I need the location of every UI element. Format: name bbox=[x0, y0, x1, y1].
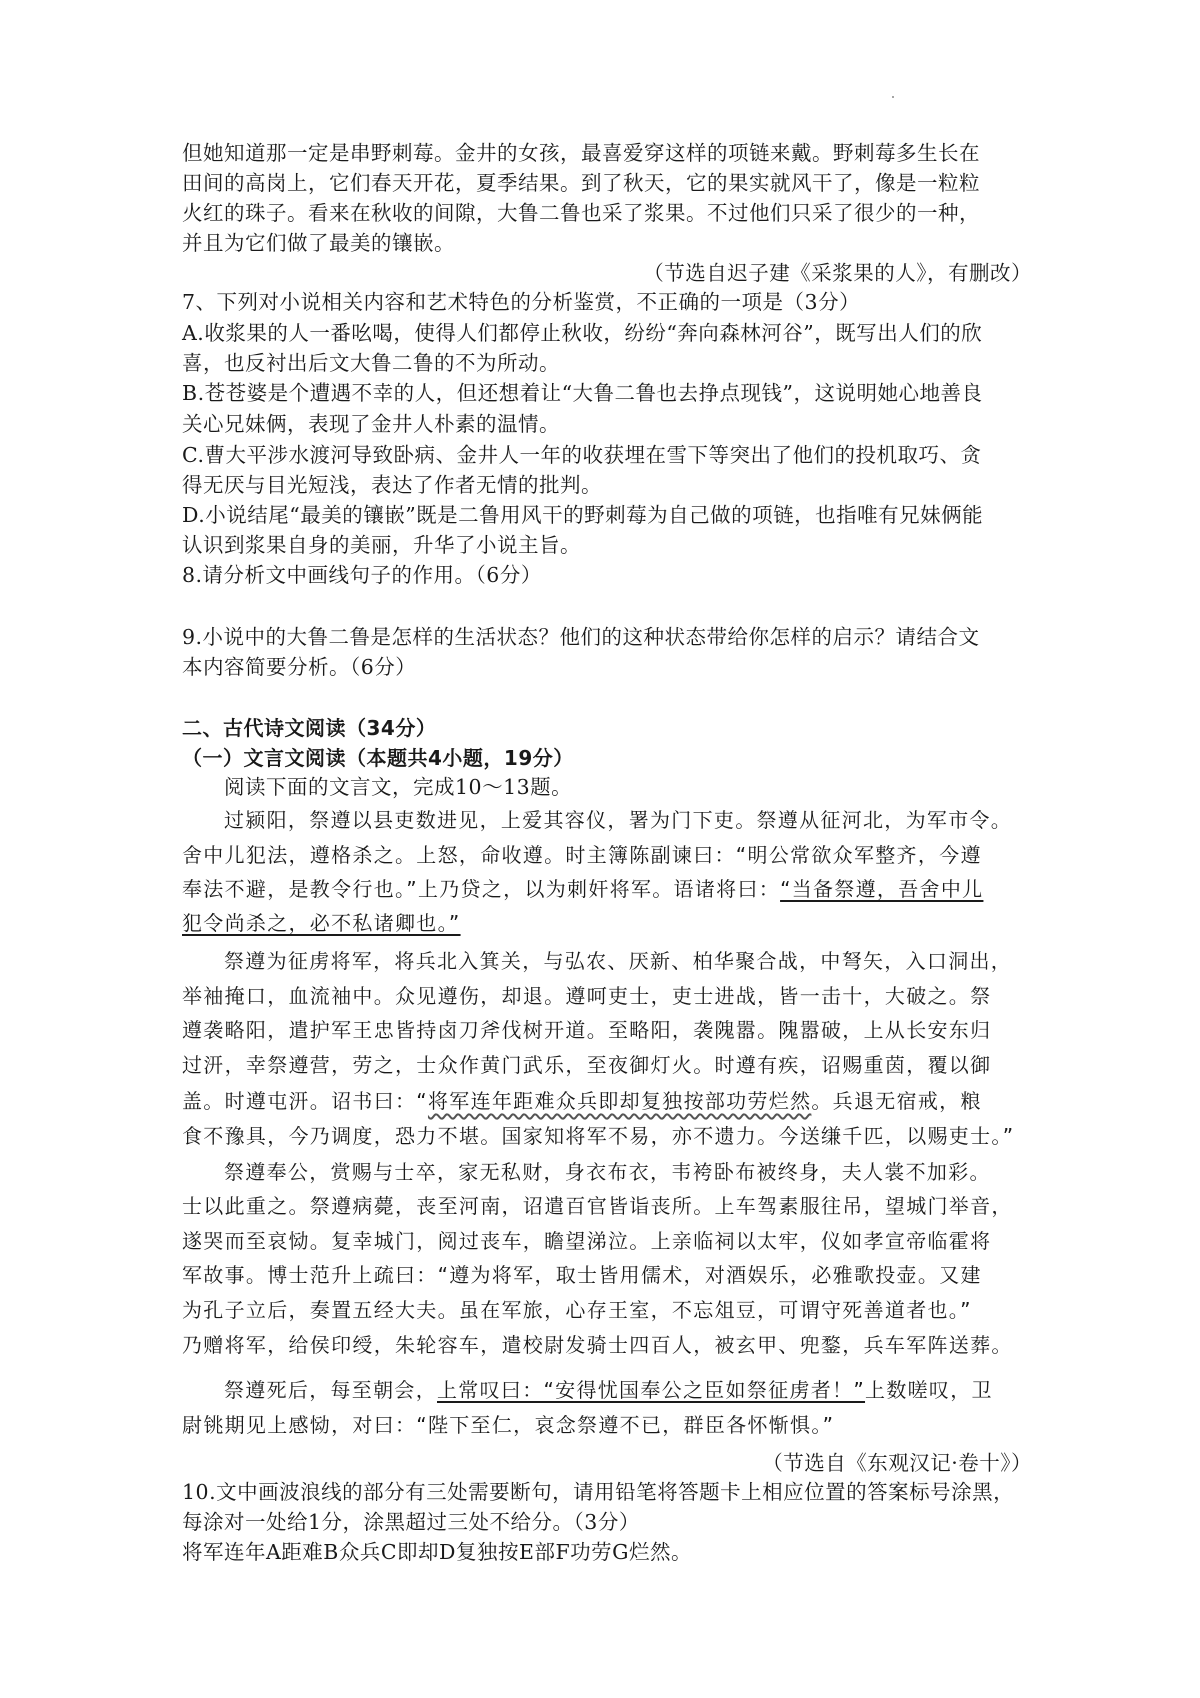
classical-source: （节选自《东观汉记·卷十》） bbox=[762, 1451, 1032, 1475]
section-title: 二、古代诗文阅读（34分） bbox=[182, 716, 437, 740]
q7-option-a-cont: 喜，也反衬出后文大鲁二鲁的不为所动。 bbox=[182, 351, 560, 375]
story-line: 但她知道那一定是串野刺莓。金井的女孩，最喜爱穿这样的项链来戴。野刺莓多生长在 bbox=[182, 141, 980, 165]
classical-line: 士以此重之。祭遵病薨，丧至河南，诏遣百官皆诣丧所。上车驾素服往吊，望城门举音， bbox=[182, 1194, 1013, 1218]
reading-instruction: 阅读下面的文言文，完成10～13题。 bbox=[224, 775, 573, 799]
q10-line: 10.文中画波浪线的部分有三处需要断句，请用铅笔将答题卡上相应位置的答案标号涂黑， bbox=[182, 1480, 1015, 1504]
classical-line: 遵袭略阳，遣护军王忠皆持卤刀斧伐树开道。至略阳，袭隗嚣。隗嚣破，上从长安东归 bbox=[182, 1018, 992, 1042]
q7-stem: 7、下列对小说相关内容和艺术特色的分析鉴赏，不正确的一项是（3分） bbox=[182, 290, 861, 314]
q7-option-d: D.小说结尾“最美的镶嵌”既是二鲁用风干的野刺莓为自己做的项链，也指唯有兄妹俩能 bbox=[182, 503, 984, 527]
classical-line: 举袖掩口，血流袖中。众见遵伤，却退。遵呵吏士，吏士进战，皆一击十，大破之。祭 bbox=[182, 984, 992, 1008]
q7-option-d-cont: 认识到浆果自身的美丽，升华了小说主旨。 bbox=[182, 533, 581, 557]
q9-line: 本内容简要分析。（6分） bbox=[182, 655, 417, 679]
classical-line: 军故事。博士范升上疏曰：“遵为将军，取士皆用儒术，对酒娱乐，必雅歌投壶。又建 bbox=[182, 1263, 982, 1287]
story-source: （节选自迟子建《采浆果的人》，有删改） bbox=[643, 261, 1032, 285]
underlined-sentence: 上常叹曰：“安得忧国奉公之臣如祭征虏者！” bbox=[437, 1378, 866, 1402]
q7-option-a: A.收浆果的人一番吆喝，使得人们都停止秋收，纷纷“奔向森林河谷”，既写出人们的欣 bbox=[182, 321, 983, 345]
classical-line bbox=[182, 1086, 982, 1116]
classical-line: 乃赠将军，给侯印绶，朱轮容车，遣校尉发骑士四百人，被玄甲、兜鍪，兵车军阵送葬。 bbox=[182, 1333, 1013, 1357]
classical-text: 上数嗟叹，卫 bbox=[865, 1378, 993, 1402]
classical-line: 祭遵奉公，赏赐与士卒，家无私财，身衣布衣，韦袴卧布被终身，夫人裳不加彩。 bbox=[224, 1160, 991, 1184]
classical-line bbox=[182, 874, 983, 904]
q10-answer-options: 将军连年A距难B众兵C即却D复独按E部F功劳G烂然。 bbox=[182, 1540, 693, 1564]
underlined-sentence: 犯令尚杀之，必不私诸卿也。” bbox=[182, 911, 461, 935]
classical-text: 盖。时遵屯汧。诏书曰：“ bbox=[182, 1089, 428, 1113]
q7-option-b-cont: 关心兄妹俩，表现了金井人朴素的温情。 bbox=[182, 412, 560, 436]
underlined-sentence: “当备祭遵，吾舍中儿 bbox=[780, 877, 984, 901]
q7-option-b: B.苍苍婆是个遭遇不幸的人，但还想着让“大鲁二鲁也去挣点现钱”，这说明她心地善良 bbox=[182, 381, 983, 405]
classical-line: 舍中儿犯法，遵格杀之。上怒，命收遵。时主簿陈副谏曰：“明公常欲众军整齐，今遵 bbox=[182, 843, 982, 867]
scan-dot bbox=[892, 96, 894, 98]
q9-line: 9.小说中的大鲁二鲁是怎样的生活状态？他们的这种状态带给你怎样的启示？请结合文 bbox=[182, 625, 980, 649]
classical-line: 祭遵为征虏将军，将兵北入箕关，与弘农、厌新、柏华聚合战，中弩矢，入口洞出， bbox=[224, 949, 1013, 973]
wavy-underlined-sentence: 将军连年距难众兵即却复独按部功劳烂然 bbox=[427, 1089, 812, 1113]
classical-text: 奉法不避，是教令行也。”上乃贷之，以为刺奸将军。语诸将曰： bbox=[182, 877, 781, 901]
classical-line bbox=[182, 908, 461, 938]
story-line: 并且为它们做了最美的镶嵌。 bbox=[182, 231, 455, 255]
q7-option-c: C.曹大平涉水渡河导致卧病、金井人一年的收获埋在雪下等突出了他们的投机取巧、贪 bbox=[182, 443, 982, 467]
classical-line bbox=[224, 1375, 993, 1405]
classical-line: 尉铫期见上感恸，对曰：“陛下至仁，哀念祭遵不已，群臣各怀惭惧。” bbox=[182, 1413, 835, 1437]
q8-stem: 8.请分析文中画线句子的作用。（6分） bbox=[182, 563, 542, 587]
story-line: 火红的珠子。看来在秋收的间隙，大鲁二鲁也采了浆果。不过他们只采了很少的一种， bbox=[182, 201, 980, 225]
q10-line: 每涂对一处给1分，涂黑超过三处不给分。（3分） bbox=[182, 1510, 640, 1534]
classical-text: 。兵退无宿戒，粮 bbox=[811, 1089, 982, 1113]
subsection-title: （一）文言文阅读（本题共4小题，19分） bbox=[182, 746, 574, 770]
classical-line: 过汧，幸祭遵营，劳之，士众作黄门武乐，至夜御灯火。时遵有疾，诏赐重茵，覆以御 bbox=[182, 1053, 992, 1077]
classical-line: 过颍阳，祭遵以县吏数进见，上爱其容仪，署为门下吏。祭遵从征河北，为军市令。 bbox=[224, 808, 1013, 832]
q7-option-c-cont: 得无厌与目光短浅，表达了作者无情的批判。 bbox=[182, 473, 602, 497]
story-line: 田间的高岗上，它们春天开花，夏季结果。到了秋天，它的果实就风干了，像是一粒粒 bbox=[182, 171, 980, 195]
classical-line: 食不豫具，今乃调度，恐力不堪。国家知将军不易，亦不遗力。今送缣千匹，以赐吏士。” bbox=[182, 1124, 1015, 1148]
classical-text: 祭遵死后，每至朝会， bbox=[224, 1378, 437, 1402]
classical-line: 为孔子立后，奏置五经大夫。虽在军旅，心存王室，不忘俎豆，可谓守死善道者也。” bbox=[182, 1298, 972, 1322]
classical-line: 遂哭而至哀恸。复幸城门，阅过丧车，瞻望涕泣。上亲临祠以太牢，仪如孝宣帝临霍将 bbox=[182, 1229, 992, 1253]
